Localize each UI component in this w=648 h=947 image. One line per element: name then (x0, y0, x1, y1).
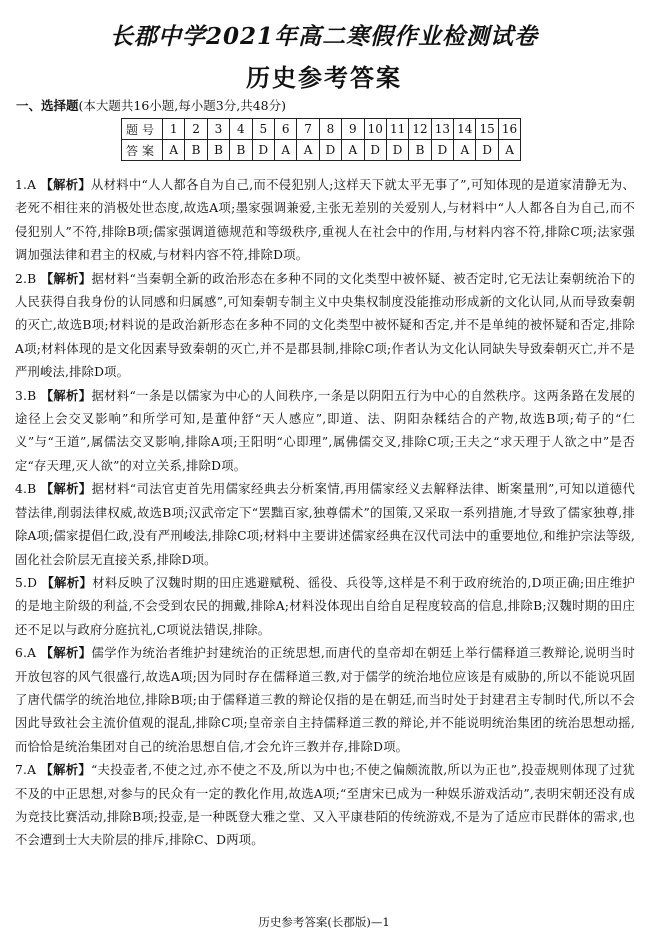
question-number-cell: 15 (476, 119, 498, 140)
item-number: 1.A (15, 178, 37, 192)
answer-cell: D (252, 140, 274, 161)
question-number-cell: 7 (297, 119, 319, 140)
answer-cell: A (163, 140, 185, 161)
explanation-item (15, 385, 635, 479)
answer-cell: B (409, 140, 431, 161)
explanation-text: 从材料中“人人都各自为自己,而不侵犯别人;这样天下就太平无事了”,可知体现的是道家清静无为、老死不相往来的消极处世态度,故选A项;墨家强调兼爱,主张无差别的关爱别人,与材料中“人人都各自为自己,而不侵犯别人”不符,排除B项;儒家强调道德规范和等级秩序,重视人在社会中的作用,与材料内容不符,排除C项;法家强调加强法律和君主的权威,与材料内容不符,排除D项。 (15, 178, 635, 263)
question-number-cell: 14 (454, 119, 476, 140)
explanation-text: 据材料“司法官吏首先用儒家经典去分析案情,再用儒家经义去解释法律、断案量刑”,可知以道德代替法律,削弱法律权威,故选B项;汉武帝定下“罢黜百家,独尊儒术”的国策,又采取一系列措施,才导致了儒家独尊,排除A项;儒家提倡仁政,没有严刑峻法,排除C项;材料中主要讲述儒家经典在汉代司法中的重要地位,和维护宗法等级,固化社会阶层无直接关系,排除D项。 (15, 482, 635, 567)
question-number-cell: 11 (386, 119, 408, 140)
explanation-item (15, 759, 635, 853)
item-number: 7.A (15, 763, 37, 778)
row-label: 题号 (122, 119, 163, 140)
question-number-row (122, 119, 521, 140)
explanation-text: 据材料“当秦朝全新的政治形态在多种不同的文化类型中被怀疑、被否定时,它无法让秦朝统治下的人民获得自我身份的认同感和归属感”,可知秦朝专制主义中央集权制度没能推动形成新的文化认同,从而导致秦朝的灭亡,故选B项;材料说的是政治新形态在多种不同的文化类型中被怀疑和否定,并不是单纯的被怀疑和否定,排除A项;材料体现的是文化因素导致秦朝的灭亡,并不是郡县制,排除C项;作者认为文化认同缺失导致秦朝灭亡,并不是严刑峻法,排除D项。 (15, 271, 636, 380)
explanation-text: “夫投壶者,不使之过,亦不使之不及,所以为中也;不使之偏颇流散,所以为正也”,投壶规则体现了过犹不及的中正思想,对参与的民众有一定的教化作用,故选A项;“至唐宋已成为一种娱乐游戏活动”,表明宋朝还没有成为竞技比赛活动,排除B项;投壶,是一种既登大雅之堂、又入平康巷陌的传统游戏,不是为了适应市民群体的需求,也不会遭到士大夫阶层的排斥,排除C、D两项。 (15, 763, 635, 848)
question-number-cell: 3 (207, 119, 229, 140)
answer-cell: A (454, 140, 476, 161)
question-number-cell: 2 (185, 119, 207, 140)
section-heading (16, 96, 286, 114)
answer-cell: B (230, 140, 252, 161)
analysis-tag: 【解析】 (40, 482, 92, 497)
answer-cell: D (364, 140, 386, 161)
question-number-cell: 12 (409, 119, 431, 140)
item-number: 3.B (15, 388, 37, 403)
row-label: 答案 (122, 140, 163, 161)
question-number-cell: 10 (364, 119, 386, 140)
analysis-tag: 【解析】 (40, 646, 92, 661)
analysis-tag: 【解析】 (41, 575, 93, 590)
answer-cell: B (185, 140, 207, 161)
item-number: 2.B (15, 271, 37, 286)
analysis-tag: 【解析】 (40, 763, 91, 778)
answer-explanations (15, 174, 635, 853)
explanation-item (15, 268, 635, 385)
explanation-item (15, 572, 635, 642)
question-number-cell: 13 (431, 119, 453, 140)
analysis-tag: 【解析】 (40, 271, 92, 286)
section-note: (本大题共16小题,每小题3分,共48分) (78, 98, 286, 113)
question-number-cell: 9 (342, 119, 364, 140)
explanation-item (15, 478, 635, 572)
explanation-item (15, 174, 635, 268)
answer-table (121, 118, 521, 161)
question-number-cell: 6 (274, 119, 296, 140)
page-footer: 历史参考答案(长郡版)—1 (258, 915, 390, 929)
answer-cell: B (207, 140, 229, 161)
answer-cell: A (297, 140, 319, 161)
answer-row (122, 140, 521, 161)
question-number-cell: 16 (498, 119, 520, 140)
analysis-tag: 【解析】 (40, 178, 92, 192)
explanation-text: 材料反映了汉魏时期的田庄逃避赋税、徭役、兵役等,这样是不利于政府统治的,D项正确;田庄维护的是地主阶级的利益,不会受到农民的拥戴,排除A;材料没体现出自给自足程度较高的信息,排除B;汉魏时期的田庄还不足以与政府分庭抗礼,C项说法错误,排除。 (15, 575, 635, 637)
answer-subtitle: 历史参考答案 (246, 63, 402, 92)
answer-cell: D (476, 140, 498, 161)
item-number: 6.A (15, 646, 37, 661)
explanation-text: 儒学作为统治者维护封建统治的正统思想,而唐代的皇帝却在朝廷上举行儒释道三教辩论,说明当时开放包容的风气很盛行,故选A项;因为同时存在儒释道三教,对于儒学的统治地位应该是有威胁的,所以不能说巩固了唐代儒学的统治地位,排除B项;由于儒释道三教的辩论仅指的是在朝廷,而当时处于封建君主专制时代,所以不会因此导致社会主流价值观的混乱,排除C项;皇帝亲自主持儒释道三教的辩论,并不能说明统治集团的统治思想动摇,而恰恰是统治集团对自己的统治思想自信,才会允许三教并存,排除D项。 (15, 646, 635, 754)
item-number: 4.B (15, 482, 37, 497)
explanation-item (15, 642, 635, 759)
answer-cell: A (498, 140, 520, 161)
item-number: 5.D (15, 575, 38, 590)
exam-title: 长郡中学2021年高二寒假作业检测试卷 (109, 23, 538, 50)
question-number-cell: 8 (319, 119, 341, 140)
answer-cell: D (386, 140, 408, 161)
answer-cell: D (319, 140, 341, 161)
section-label: 一、选择题 (16, 98, 79, 113)
question-number-cell: 4 (230, 119, 252, 140)
question-number-cell: 1 (163, 119, 185, 140)
answer-cell: A (274, 140, 296, 161)
answer-cell: D (431, 140, 453, 161)
explanation-text: 据材料“一条是以儒家为中心的人间秩序,一条是以阴阳五行为中心的自然秩序。这两条路在发展的途径上会交叉影响”和所学可知,是董仲舒“天人感应”,即道、法、阴阳杂糅结合的产物,故选B项;荀子的“仁义”与“王道”,属儒法交叉影响,排除A项;王阳明“心即理”,属佛儒交叉,排除C项;王夫之“求天理于人欲之中”是否定“存天理,灭人欲”的对立关系,排除D项。 (15, 388, 636, 473)
answer-cell: A (342, 140, 364, 161)
question-number-cell: 5 (252, 119, 274, 140)
analysis-tag: 【解析】 (40, 388, 92, 403)
